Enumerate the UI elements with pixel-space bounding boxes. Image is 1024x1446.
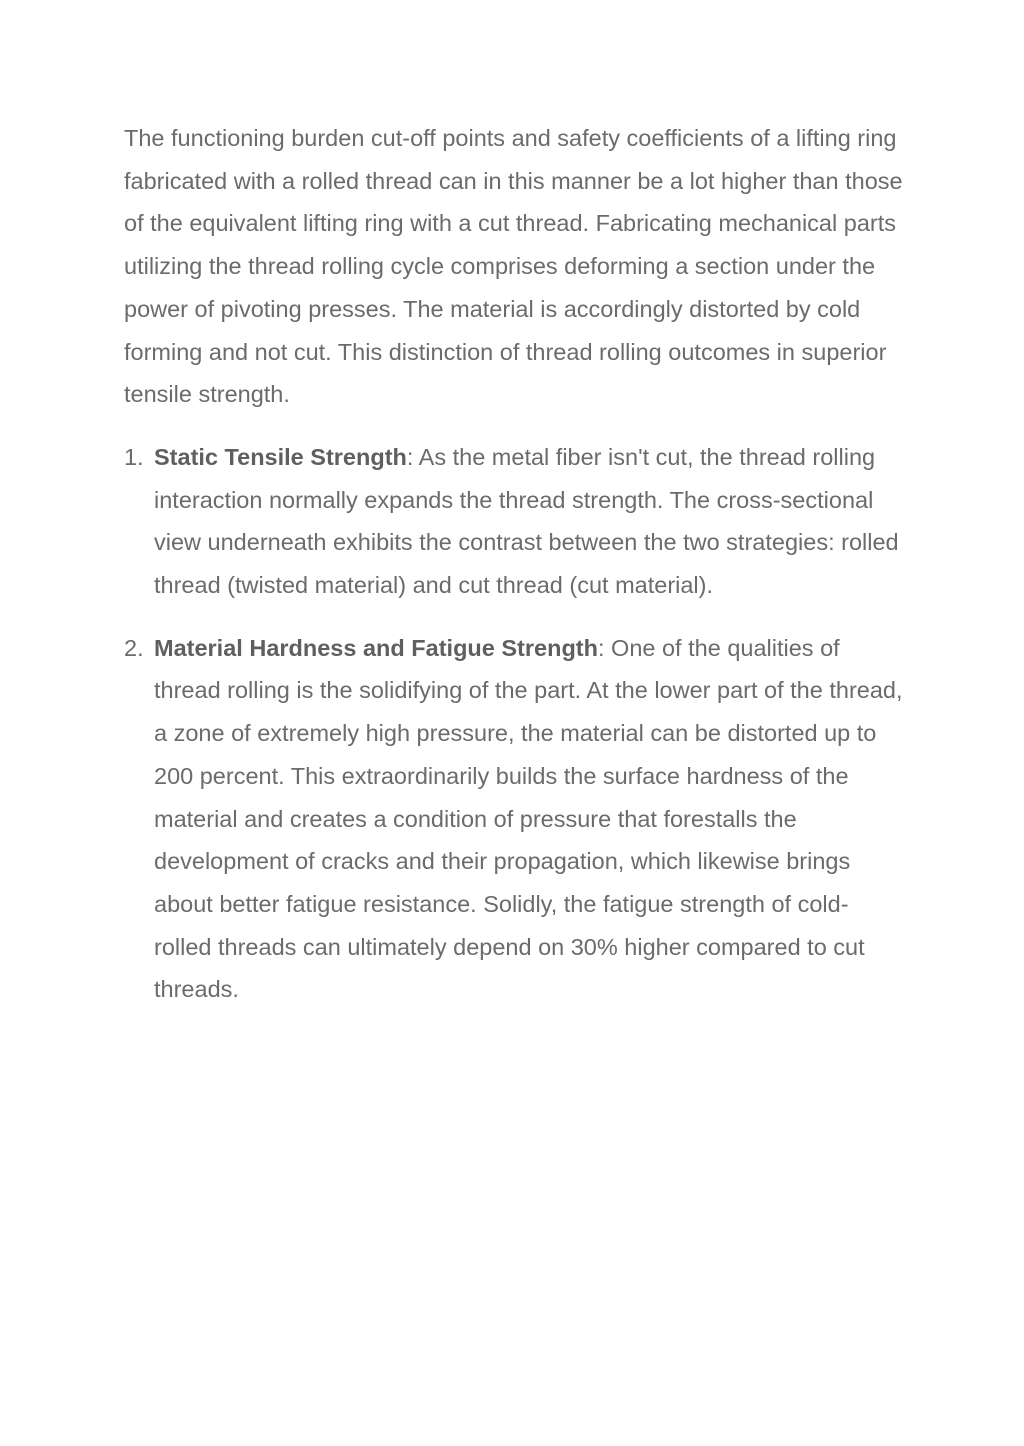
list-item-text: : As the metal fiber isn't cut, the thread rolling interaction normally expands the thread strength. The cross-sectional view underneath exhibits the contrast between the two strategies: rolled thread (twisted material) and cut thread (cut material). bbox=[154, 443, 899, 599]
list-item-number: 1. bbox=[124, 443, 144, 470]
numbered-list bbox=[124, 436, 904, 1011]
document-page bbox=[124, 117, 904, 1031]
list-item-number: 2. bbox=[124, 634, 144, 661]
list-item-static-tensile-strength bbox=[124, 436, 904, 607]
intro-paragraph: The functioning burden cut-off points and safety coefficients of a lifting ring fabricated with a rolled thread can in this manner be a lot higher than those of the equivalent lifting ring with a cut thread. Fabricating mechanical parts utilizing the thread rolling cycle comprises deforming a section under the power of pivoting presses. The material is accordingly distorted by cold forming and not cut. This distinction of thread rolling outcomes in superior tensile strength. bbox=[124, 125, 903, 408]
list-item-term: Material Hardness and Fatigue Strength bbox=[154, 634, 598, 661]
list-item-term: Static Tensile Strength bbox=[154, 443, 407, 470]
list-item-text: : One of the qualities of thread rolling is the solidifying of the part. At the lower part of the thread, a zone of extremely high pressure, the material can be distorted up to 200 percent. This extraordinarily builds the surface hardness of the material and creates a condition of pressure that forestalls the development of cracks and their propagation, which likewise brings about better fatigue resistance. Solidly, the fatigue strength of cold-rolled threads can ultimately depend on 30% higher compared to cut threads. bbox=[154, 634, 903, 1003]
list-item-material-hardness bbox=[124, 627, 904, 1011]
